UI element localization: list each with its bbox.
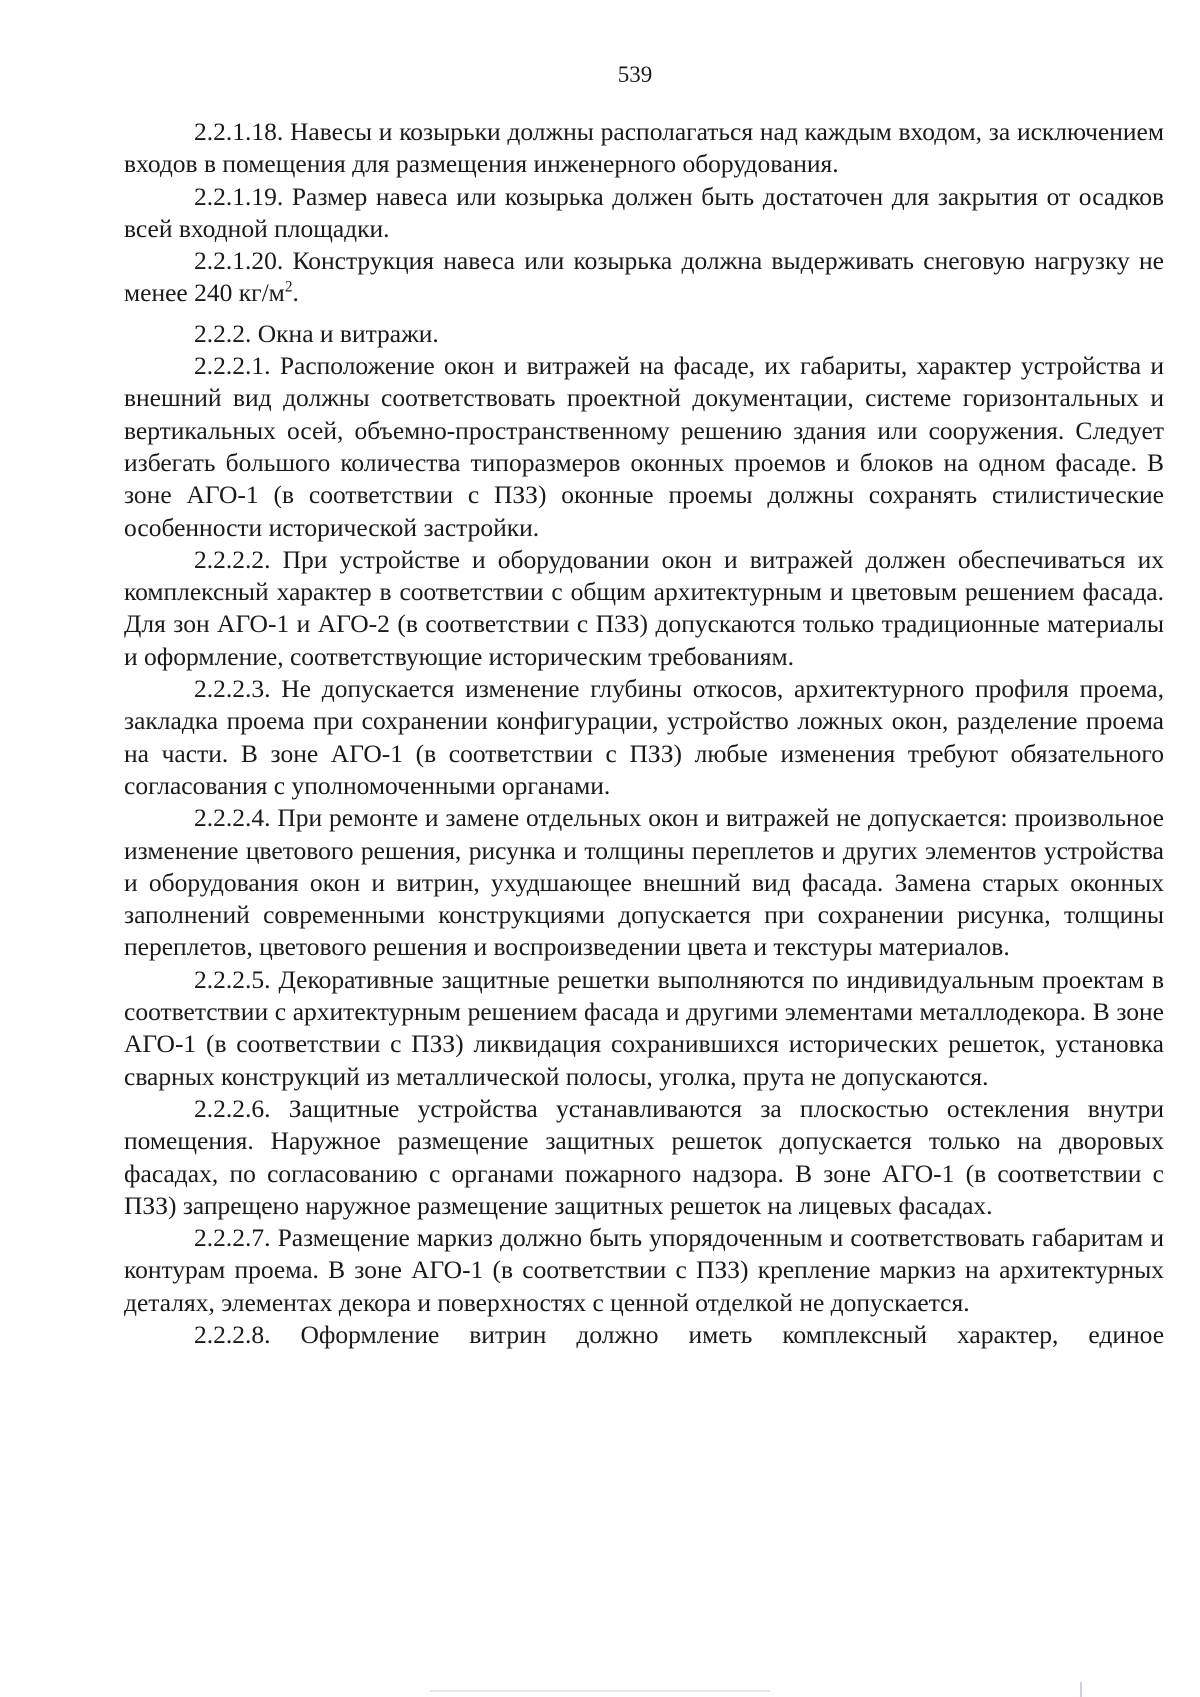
paragraph-number: 2.2.2.1. [194, 351, 271, 381]
paragraph-number: 2.2.2.7. [194, 1223, 271, 1253]
paragraph-number: 2.2.2.4. [194, 803, 271, 833]
paragraph-2-2-2-4 [124, 802, 1164, 963]
paragraph-number: 2.2.2.8. [194, 1319, 271, 1349]
paragraph-text: Оформление витрин должно иметь комплексный характер, единое [300, 1319, 1165, 1349]
paragraph-text: Размещение маркиз должно быть упорядоченным и соответствовать габаритам и контурам проема. В зоне АГО-1 (в соответствии с ПЗЗ) крепление маркиз на архитектурных деталях, элементах декора и поверхностях с ценной отделкой не допускается. [124, 1223, 1164, 1317]
paragraph-number: 2.2.2.2. [194, 544, 271, 574]
paragraph-text: Защитные устройства устанавливаются за плоскостью остекления внутри помещения. Наружное размещение защитных решеток допускается только на дворовых фасадах, по согласованию с органами пожарного надзора. В зоне АГО-1 (в соответствии с ПЗЗ) запрещено наружное размещение защитных решеток на лицевых фасадах. [124, 1093, 1164, 1220]
page-number: 539 [617, 62, 653, 87]
document-body [124, 116, 1164, 1351]
paragraph-2-2-1-20 [124, 245, 1164, 310]
paragraph-2-2-1-18 [124, 116, 1164, 181]
paragraph-text: Не допускается изменение глубины откосов, архитектурного профиля проема, закладка проема при сохранении конфигурации, устройство ложных окон, разделение проема на части. В зоне АГО-1 (в соответствии с ПЗЗ) любые изменения требуют обязательного согласования с уполномоченными органами. [124, 674, 1164, 800]
paragraph-text: Размер навеса или козырька должен быть достаточен для закрытия от осадков всей входной площадки. [124, 181, 1165, 243]
section-number: 2.2.2. [194, 318, 252, 348]
paragraph-number: 2.2.1.19. [194, 181, 284, 211]
paragraph-number: 2.2.1.20. [194, 246, 284, 276]
section-title: Окна и витражи. [257, 318, 439, 348]
paragraph-number: 2.2.2.3. [194, 674, 271, 704]
section-heading-2-2-2 [124, 318, 1164, 350]
paragraph-text: При ремонте и замене отдельных окон и витражей не допускается: произвольное изменение цветового решения, рисунка и толщины переплетов и других элементов устройства и оборудования окон и витрин, ухудшающее внешний вид фасада. Замена старых оконных заполнений современными конструкциями допускается при сохранении рисунка, толщины переплетов, цветового решения и воспроизведении цвета и текстуры материалов. [124, 803, 1164, 962]
paragraph-number: 2.2.1.18. [194, 117, 284, 146]
paragraph-text: Навесы и козырьки должны располагаться над каждым входом, за исключением входов в помещения для размещения инженерного оборудования. [124, 117, 1165, 179]
scan-artifact-line [430, 1690, 770, 1692]
paragraph-2-2-2-7 [124, 1222, 1164, 1319]
paragraph-text: Декоративные защитные решетки выполняются по индивидуальным проектам в соответствии с архитектурным решением фасада и другими элементами металлодекора. В зоне АГО-1 (в соответствии с ПЗЗ) ликвидация сохранившихся исторических решеток, установка сварных конструкций из металлической полосы, уголка, прута не допускаются. [124, 964, 1164, 1091]
scan-artifact-mark [1080, 1682, 1082, 1697]
paragraph-2-2-2-3 [124, 673, 1164, 802]
paragraph-text: Расположение окон и витражей на фасаде, их габариты, характер устройства и внешний вид должны соответствовать проектной документации, системе горизонтальных и вертикальных осей, объемно-пространственному решению здания или сооружения. Следует избегать большого количества типоразмеров оконных проемов и блоков на одном фасаде. В зоне АГО-1 (в соответствии с ПЗЗ) оконные проемы должны сохранять стилистические особенности исторической застройки. [124, 351, 1164, 542]
paragraph-text: Конструкция навеса или козырька должна выдерживать снеговую нагрузку не менее 240 кг/м [124, 246, 1164, 308]
paragraph-2-2-2-6 [124, 1093, 1164, 1222]
paragraph-number: 2.2.2.5. [194, 964, 271, 994]
paragraph-tail: . [292, 278, 299, 308]
paragraph-2-2-2-2 [124, 544, 1164, 673]
paragraph-number: 2.2.2.6. [194, 1093, 271, 1123]
paragraph-2-2-1-19 [124, 181, 1164, 246]
paragraph-2-2-2-1 [124, 350, 1164, 544]
paragraph-2-2-2-8 [124, 1319, 1164, 1351]
paragraph-text: При устройстве и оборудовании окон и витражей должен обеспечиваться их комплексный характер в соответствии с общим архитектурным и цветовым решением фасада. Для зон АГО-1 и АГО-2 (в соответствии с ПЗЗ) допускаются только традиционные материалы и оформление, соответствующие историческим требованиям. [124, 544, 1164, 671]
superscript-exponent: 2 [284, 278, 293, 296]
paragraph-2-2-2-5 [124, 964, 1164, 1093]
